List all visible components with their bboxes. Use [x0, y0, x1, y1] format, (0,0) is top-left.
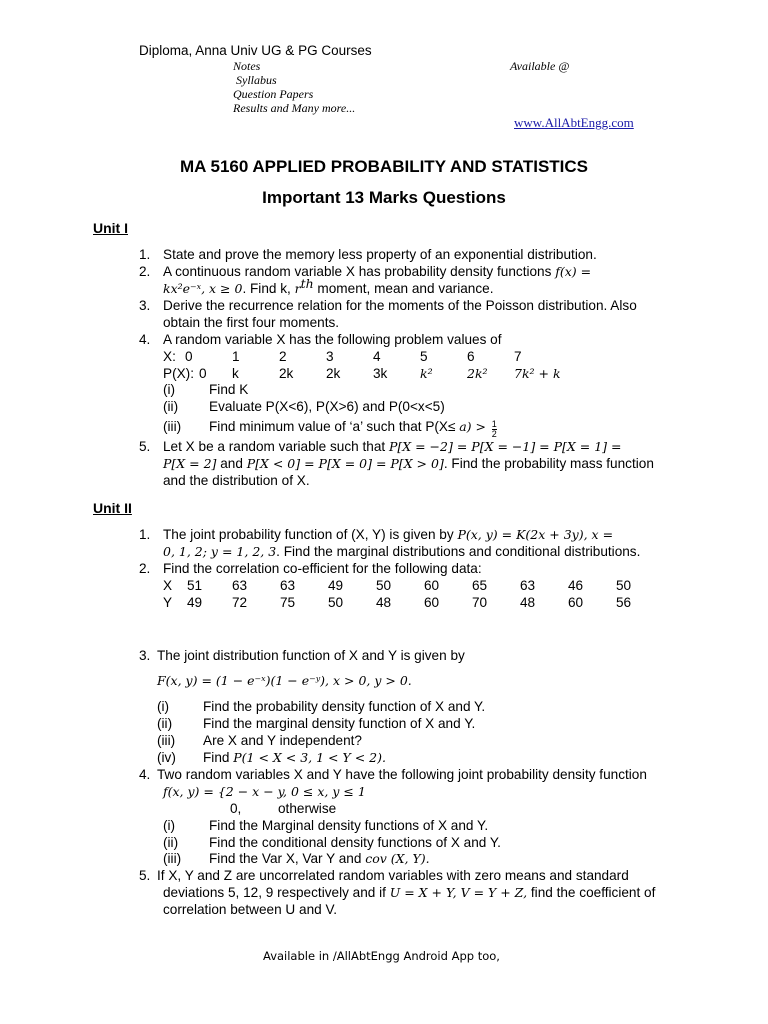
u2-q3-iv-number: (iv) [157, 750, 176, 765]
u2-q3-formula: F(x, y) = (1 − e⁻ˣ)(1 − e⁻ʸ), x > 0, y > 0. [157, 673, 412, 688]
u2-q3-iv-text: Find P(1 < X < 3, 1 < Y < 2). [203, 750, 386, 765]
u2-q3-ii-number: (ii) [157, 716, 173, 731]
u2-q4-ii-text: Find the conditional density functions of X and Y. [209, 835, 501, 850]
u2-q3-ii-text: Find the marginal density function of X and Y. [203, 716, 476, 731]
available-label: Available @ [510, 59, 570, 73]
u2-q5-line3: correlation between U and V. [163, 902, 338, 917]
u2-q3-number: 3. [139, 648, 151, 663]
u1-q2-line1: A continuous random variable X has probability density functions f(x) = [163, 264, 592, 279]
unit-1-heading: Unit I [93, 220, 128, 236]
u2-q5-line1: If X, Y and Z are uncorrelated random variables with zero means and standard [157, 868, 629, 883]
u2-q2-number: 2. [139, 561, 151, 576]
u2-q3-iii-text: Are X and Y independent? [203, 733, 362, 748]
footer-note: Available in /AllAbtEngg Android App too, [263, 949, 500, 963]
u2-q1-line2: 0, 1, 2; y = 1, 2, 3. Find the marginal distributions and conditional distributions. [163, 544, 641, 559]
u1-q4-text: A random variable X has the following problem values of [163, 332, 502, 347]
u2-q1-number: 1. [139, 527, 151, 542]
u1-q4-iii-number: (iii) [163, 419, 182, 434]
u2-q4-iii-number: (iii) [163, 851, 182, 866]
side-item-results: Results and Many more... [233, 101, 356, 115]
u2-q4-formula: f(x, y) = {2 − x − y, 0 ≤ x, y ≤ 1 [163, 784, 366, 799]
u2-q3-iii-number: (iii) [157, 733, 176, 748]
u1-q1-text: State and prove the memory less property of an exponential distribution. [163, 247, 597, 262]
u1-q4-number: 4. [139, 332, 151, 347]
u2-q3-text: The joint distribution function of X and Y is given by [157, 648, 465, 663]
u1-q2-number: 2. [139, 264, 151, 279]
u1-q1-number: 1. [139, 247, 151, 262]
side-item-notes: Notes [233, 59, 261, 73]
u1-q5-line1: Let X be a random variable such that P[X = −2] = P[X = −1] = P[X = 1] = [163, 439, 622, 454]
side-item-syllabus: Syllabus [236, 73, 277, 87]
u1-q2-line2: kx²e⁻ˣ, x ≥ 0. Find k, $r^{th}$ moment, mean and variance. [163, 276, 494, 296]
u2-q4-i-number: (i) [163, 818, 176, 833]
u1-q5-line2: P[X = 2] and P[X < 0] = P[X = 0] = P[X > 0]. Find the probability mass function [163, 456, 654, 471]
u1-q4-iii-text: Find minimum value of ‘a’ such that P(X≤ a) > $\frac{1}{2}$ [209, 419, 497, 439]
u2-q4-iii-text: Find the Var X, Var Y and cov (X, Y). [209, 851, 430, 866]
u1-q4-i-text: Find K [209, 382, 249, 397]
u2-q1-line1: The joint probability function of (X, Y) is given by P(x, y) = K(2x + 3y), x = [163, 527, 614, 542]
page-subtitle: Important 13 Marks Questions [262, 188, 506, 207]
u2-q3-i-number: (i) [157, 699, 170, 714]
side-item-question-papers: Question Papers [233, 87, 314, 101]
u1-q5-number: 5. [139, 439, 151, 454]
u2-q2-y-row: Y 49 72 75 50 48 60 70 48 60 56 [163, 595, 632, 610]
u2-q4-text: Two random variables X and Y have the following joint probability density function [157, 767, 647, 782]
u2-q2-text: Find the correlation co-efficient for the following data: [163, 561, 482, 576]
u2-q5-number: 5. [139, 868, 151, 883]
u1-q3-line1: Derive the recurrence relation for the moments of the Poisson distribution. Also [163, 298, 637, 313]
u1-q5-line3: and the distribution of X. [163, 473, 310, 488]
u1-q4-p-row: P(X): 0 k 2k 2k 3k k² 2k² 7k² + k [163, 366, 561, 381]
u1-q4-i-number: (i) [163, 382, 176, 397]
u1-q4-x-row: X: 0 1 2 3 4 5 6 7 [163, 349, 522, 364]
u1-q3-line2: obtain the first four moments. [163, 315, 340, 330]
u1-q4-ii-number: (ii) [163, 399, 179, 414]
u1-q3-number: 3. [139, 298, 151, 313]
u2-q2-x-row: X 51 63 63 49 50 60 65 63 46 50 [163, 578, 632, 593]
page-title: MA 5160 APPLIED PROBABILITY AND STATISTICS [179, 157, 589, 176]
u2-q3-i-text: Find the probability density function of X and Y. [203, 699, 486, 714]
u2-q5-line2: deviations 5, 12, 9 respectively and if U = X + Y, V = Y + Z, find the coefficient of [163, 885, 656, 900]
u2-q4-otherwise-value: 0, [230, 801, 242, 816]
unit-2-heading: Unit II [93, 500, 132, 516]
site-line: Diploma, Anna Univ UG & PG Courses [139, 43, 372, 58]
u2-q4-number: 4. [139, 767, 151, 782]
u2-q4-otherwise: otherwise [278, 801, 337, 816]
u2-q4-i-text: Find the Marginal density functions of X and Y. [209, 818, 489, 833]
u2-q4-ii-number: (ii) [163, 835, 179, 850]
u1-q4-ii-text: Evaluate P(X<6), P(X>6) and P(0<x<5) [209, 399, 445, 414]
site-link[interactable]: www.AllAbtEngg.com [514, 115, 634, 130]
